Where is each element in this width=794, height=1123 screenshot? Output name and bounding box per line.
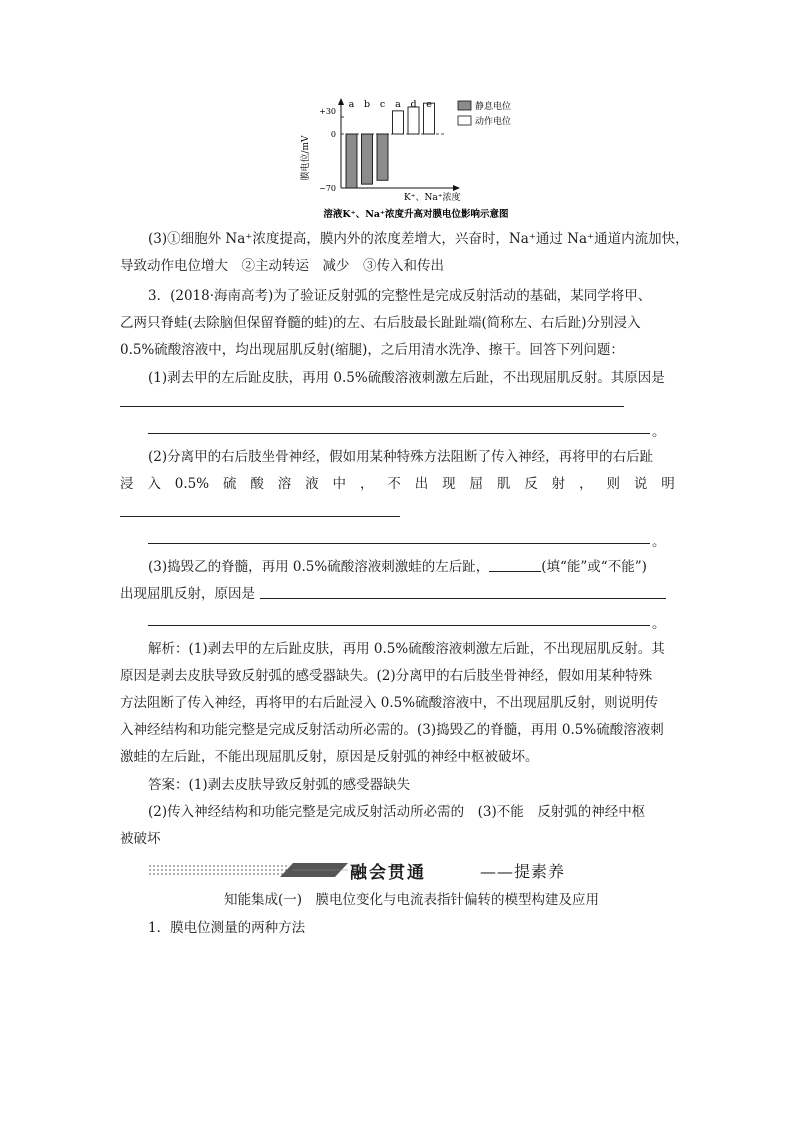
q3-part2-word: 0.5% bbox=[174, 476, 210, 492]
period-2: 。 bbox=[652, 534, 666, 550]
analysis-line4: 入神经结构和功能完整是完成反射活动所必需的。(3)捣毁乙的脊髓，再用 0.5%硫酸溶液刺 bbox=[120, 722, 664, 738]
q3-part3-post: (填“能”或“不能”) bbox=[541, 559, 647, 575]
membrane-potential-figure bbox=[296, 96, 536, 224]
q3-part2-word: ， bbox=[579, 476, 593, 492]
legend-swatch-resting bbox=[458, 101, 471, 110]
answer-blank-1b[interactable] bbox=[148, 433, 650, 434]
analysis-line3: 方法阻断了传入神经，再将甲的右后趾浸入 0.5%硫酸溶液中，不出现屈肌反射，则说明传 bbox=[120, 695, 659, 711]
chart-xlabel: K⁺、Na⁺浓度 bbox=[404, 193, 461, 203]
section-item-1: 1．膜电位测量的两种方法 bbox=[148, 920, 306, 936]
q3-stem-line2: 乙两只脊蛙(去除脑但保留脊髓的蛙)的左、右后肢最长趾趾端(简称左、右后趾)分别浸入 bbox=[120, 315, 641, 331]
bar-label: a bbox=[348, 99, 355, 110]
q3-part2-word: 屈 bbox=[469, 476, 483, 492]
banner-subtitle bbox=[480, 859, 565, 882]
bar-label: d bbox=[410, 99, 417, 110]
bar-label: e bbox=[426, 99, 432, 110]
bar-d-4 bbox=[408, 107, 419, 134]
period-3: 。 bbox=[652, 616, 666, 632]
legend-label-resting: 静息电位 bbox=[475, 102, 512, 112]
q3-part2-word: 中 bbox=[332, 476, 347, 492]
answer-blank-3a[interactable] bbox=[260, 598, 666, 599]
q3-part2-word: 现 bbox=[442, 476, 456, 492]
period-1: 。 bbox=[652, 424, 666, 440]
y-tick-label: −70 bbox=[319, 184, 336, 193]
bar-c-2 bbox=[377, 134, 388, 180]
y-axis-arrow bbox=[338, 98, 344, 105]
bar-label: b bbox=[363, 99, 371, 110]
section-subtitle: 知能集成(一) 膜电位变化与电流表指针偏转的模型构建及应用 bbox=[224, 892, 600, 908]
answer3-line2: 导致动作电位增大 ②主动转运 减少 ③传入和传出 bbox=[120, 258, 444, 274]
answer-line1: 答案：(1)剥去皮肤导致反射弧的感受器缺失 bbox=[148, 777, 411, 793]
q3-part2-word: 则 bbox=[606, 476, 620, 492]
legend-swatch-action bbox=[458, 116, 471, 125]
answer-blank-3b[interactable] bbox=[148, 625, 650, 626]
q3-part2-word: 不 bbox=[387, 476, 401, 492]
q3-part2-word: 说 bbox=[633, 476, 648, 492]
bar-a-3 bbox=[393, 111, 404, 134]
answer-blank-2a[interactable] bbox=[120, 516, 400, 517]
q3-part2-word: 溶 bbox=[277, 476, 292, 492]
answer-blank-2b[interactable] bbox=[148, 543, 650, 544]
bar-b-1 bbox=[362, 134, 373, 184]
q3-part2-word: 酸 bbox=[250, 476, 264, 492]
q3-part2-word: 反 bbox=[524, 476, 538, 492]
answer-line3: 被破坏 bbox=[120, 831, 161, 847]
banner-dash: —— bbox=[480, 862, 514, 881]
q3-part3-pre: (3)捣毁乙的脊髓，再用 0.5%硫酸溶液刺激蛙的左后趾， bbox=[148, 559, 490, 575]
bar-label: a bbox=[395, 99, 401, 110]
q3-part2-word: 入 bbox=[147, 476, 161, 492]
answer-blank-1a[interactable] bbox=[120, 406, 624, 407]
banner-sub-text: 提素养 bbox=[514, 862, 566, 881]
analysis-line1: 解析：(1)剥去甲的左后趾皮肤，再用 0.5%硫酸溶液刺激左后趾，不出现屈肌反射。其 bbox=[148, 641, 665, 657]
bar-label: c bbox=[379, 99, 386, 110]
q3-part2-word: 射 bbox=[551, 476, 566, 492]
analysis-line2: 原因是剥去皮肤导致反射弧的感受器缺失。(2)分离甲的右后肢坐骨神经，假如用某种特殊 bbox=[120, 668, 653, 684]
chart-ylabel: 膜电位/mV bbox=[301, 135, 311, 181]
q3-part2-word: 肌 bbox=[496, 476, 511, 492]
banner-title: 融会贯通 bbox=[350, 863, 426, 883]
x-axis-arrow bbox=[453, 185, 460, 191]
answer-line2: (2)传入神经结构和功能完整是完成反射活动所必需的 (3)不能 反射弧的神经中枢 bbox=[148, 804, 646, 820]
q3-part2-word: 出 bbox=[414, 476, 429, 492]
q3-part3-line2: 出现屈肌反射，原因是 bbox=[120, 586, 255, 602]
q3-part2-word: ， bbox=[359, 476, 374, 492]
q3-part2-word: 液 bbox=[305, 476, 319, 492]
q3-part2-word: 浸 bbox=[120, 476, 134, 492]
q3-part3-line1 bbox=[148, 557, 675, 577]
bar-a-0 bbox=[346, 134, 357, 188]
q3-part1: (1)剥去甲的左后趾皮肤，再用 0.5%硫酸溶液刺激左后趾，不出现屈肌反射。其原因是 bbox=[148, 370, 665, 386]
q3-part2-word: 明 bbox=[661, 476, 675, 492]
y-tick-label: 0 bbox=[330, 130, 336, 139]
legend-label-action: 动作电位 bbox=[475, 117, 512, 127]
q3-part2-line2 bbox=[120, 474, 675, 494]
answer3-line1: (3)①细胞外 Na⁺浓度提高，膜内外的浓度差增大，兴奋时，Na⁺通过 Na⁺通道内流加快， bbox=[148, 231, 689, 247]
q3-part2-word: 硫 bbox=[222, 476, 237, 492]
q3-stem-line3: 0.5%硫酸溶液中，均出现屈肌反射(缩腿)，之后用清水洗净、擦干。回答下列问题： bbox=[120, 342, 624, 358]
y-tick-label: +30 bbox=[319, 106, 336, 116]
chart-title: 溶液K⁺、Na⁺浓度升高对膜电位影响示意图 bbox=[323, 209, 509, 220]
analysis-line5: 激蛙的左后趾，不能出现屈肌反射，原因是反射弧的神经中枢被破坏。 bbox=[120, 749, 539, 765]
q3-part2-line1: (2)分离甲的右后肢坐骨神经，假如用某种特殊方法阻断了传入神经，再将甲的右后趾 bbox=[148, 449, 654, 465]
membrane-potential-chart bbox=[296, 96, 536, 224]
q3-stem-line1: 3．(2018·海南高考)为了验证反射弧的完整性是完成反射活动的基础，某同学将甲、 bbox=[148, 288, 652, 304]
answer-blank-3-inline[interactable] bbox=[489, 557, 541, 572]
